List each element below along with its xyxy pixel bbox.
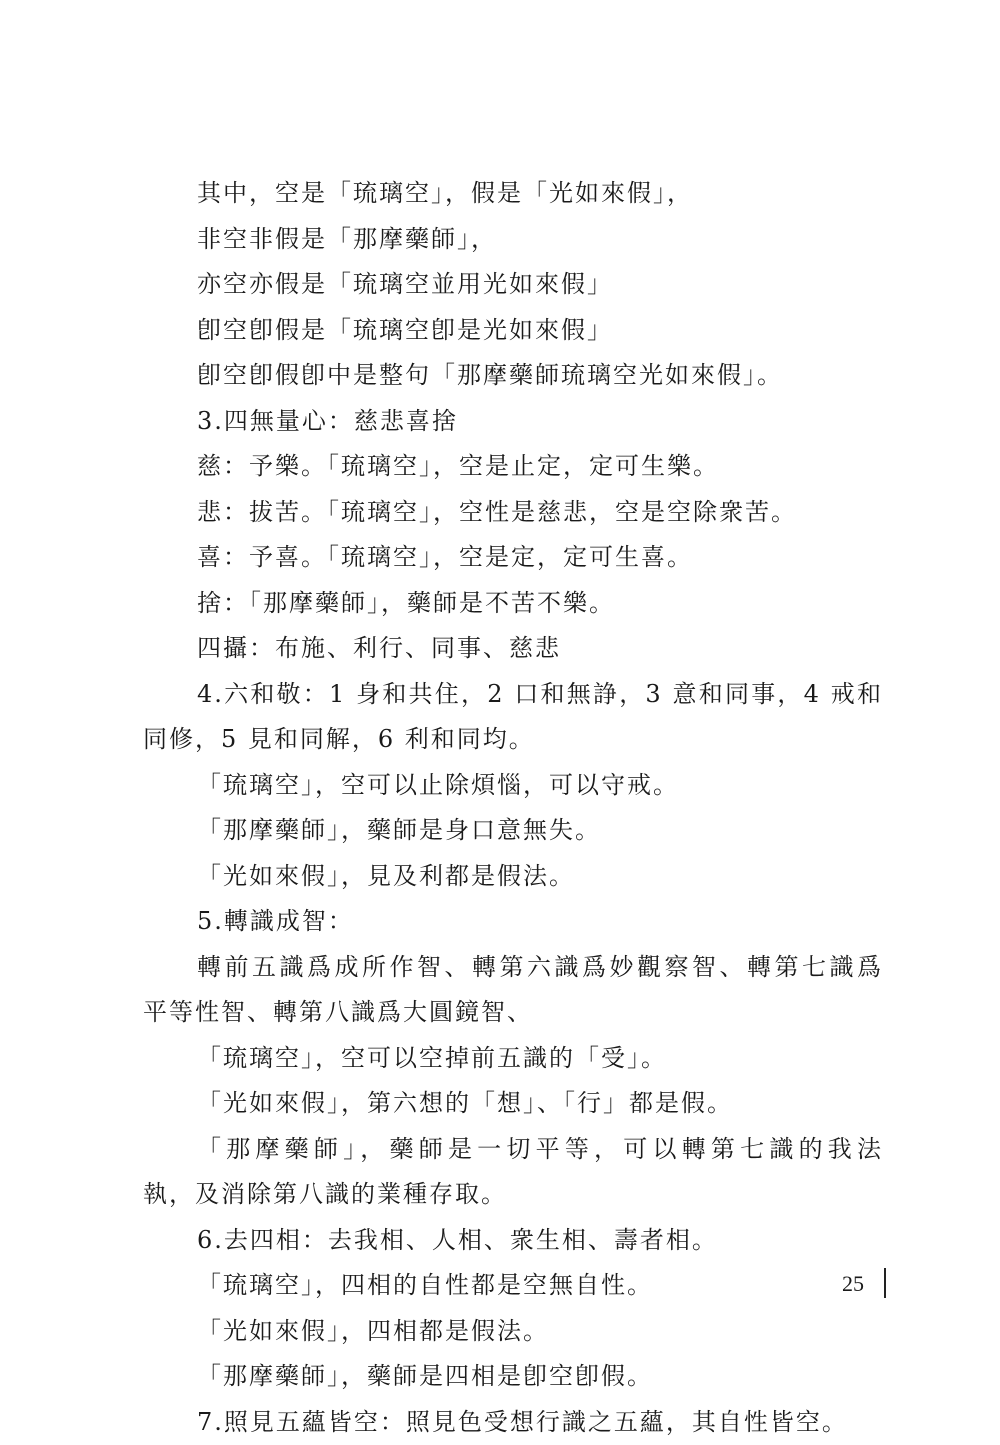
text-line: 「琉璃空」，空可以空掉前五識的「受」。 [143, 1036, 883, 1082]
text-line: 悲：拔苦。「琉璃空」，空性是慈悲，空是空除衆苦。 [143, 490, 883, 536]
text-line: 捨：「那摩藥師」，藥師是不苦不樂。 [143, 581, 883, 627]
text-line: 其中，空是「琉璃空」，假是「光如來假」， [143, 171, 883, 217]
text-line: 4.六和敬：1 身和共住，2 口和無諍，3 意和同事，4 戒和 [143, 672, 883, 718]
text-line: 轉前五識爲成所作智、轉第六識爲妙觀察智、轉第七識爲 [143, 945, 883, 991]
text-line: 非空非假是「那摩藥師」， [143, 217, 883, 263]
text-line: 「琉璃空」，四相的自性都是空無自性。 [143, 1263, 883, 1309]
text-line: 6.去四相：去我相、人相、衆生相、壽者相。 [143, 1218, 883, 1264]
text-line: 7.照見五蘊皆空：照見色受想行識之五蘊，其自性皆空。 [143, 1400, 883, 1445]
text-line: 慈：予樂。「琉璃空」，空是止定，定可生樂。 [143, 444, 883, 490]
text-line: 亦空亦假是「琉璃空並用光如來假」 [143, 262, 883, 308]
text-line: 「光如來假」，四相都是假法。 [143, 1309, 883, 1355]
text-line: 3.四無量心：慈悲喜捨 [143, 399, 883, 445]
text-line: 「那摩藥師」，藥師是四相是卽空卽假。 [143, 1354, 883, 1400]
text-line: 5.轉識成智： [143, 899, 883, 945]
text-line: 「琉璃空」，空可以止除煩惱，可以守戒。 [143, 763, 883, 809]
text-line: 「光如來假」，見及利都是假法。 [143, 854, 883, 900]
body-text [143, 171, 883, 1445]
text-line: 執，及消除第八識的業種存取。 [143, 1172, 883, 1218]
page-number: 25 [842, 1268, 864, 1300]
page-number-rule [884, 1268, 886, 1298]
text-line: 卽空卽假是「琉璃空卽是光如來假」 [143, 308, 883, 354]
text-line: 「光如來假」，第六想的「想」、「行」都是假。 [143, 1081, 883, 1127]
text-line: 喜：予喜。「琉璃空」，空是定，定可生喜。 [143, 535, 883, 581]
text-line: 同修，5 見和同解，6 利和同均。 [143, 717, 883, 763]
text-line: 「那摩藥師」，藥師是身口意無失。 [143, 808, 883, 854]
text-line: 卽空卽假卽中是整句「那摩藥師琉璃空光如來假」。 [143, 353, 883, 399]
text-line: 「那摩藥師」，藥師是一切平等，可以轉第七識的我法 [143, 1127, 883, 1173]
text-line: 平等性智、轉第八識爲大圓鏡智、 [143, 990, 883, 1036]
text-line: 四攝：布施、利行、同事、慈悲 [143, 626, 883, 672]
